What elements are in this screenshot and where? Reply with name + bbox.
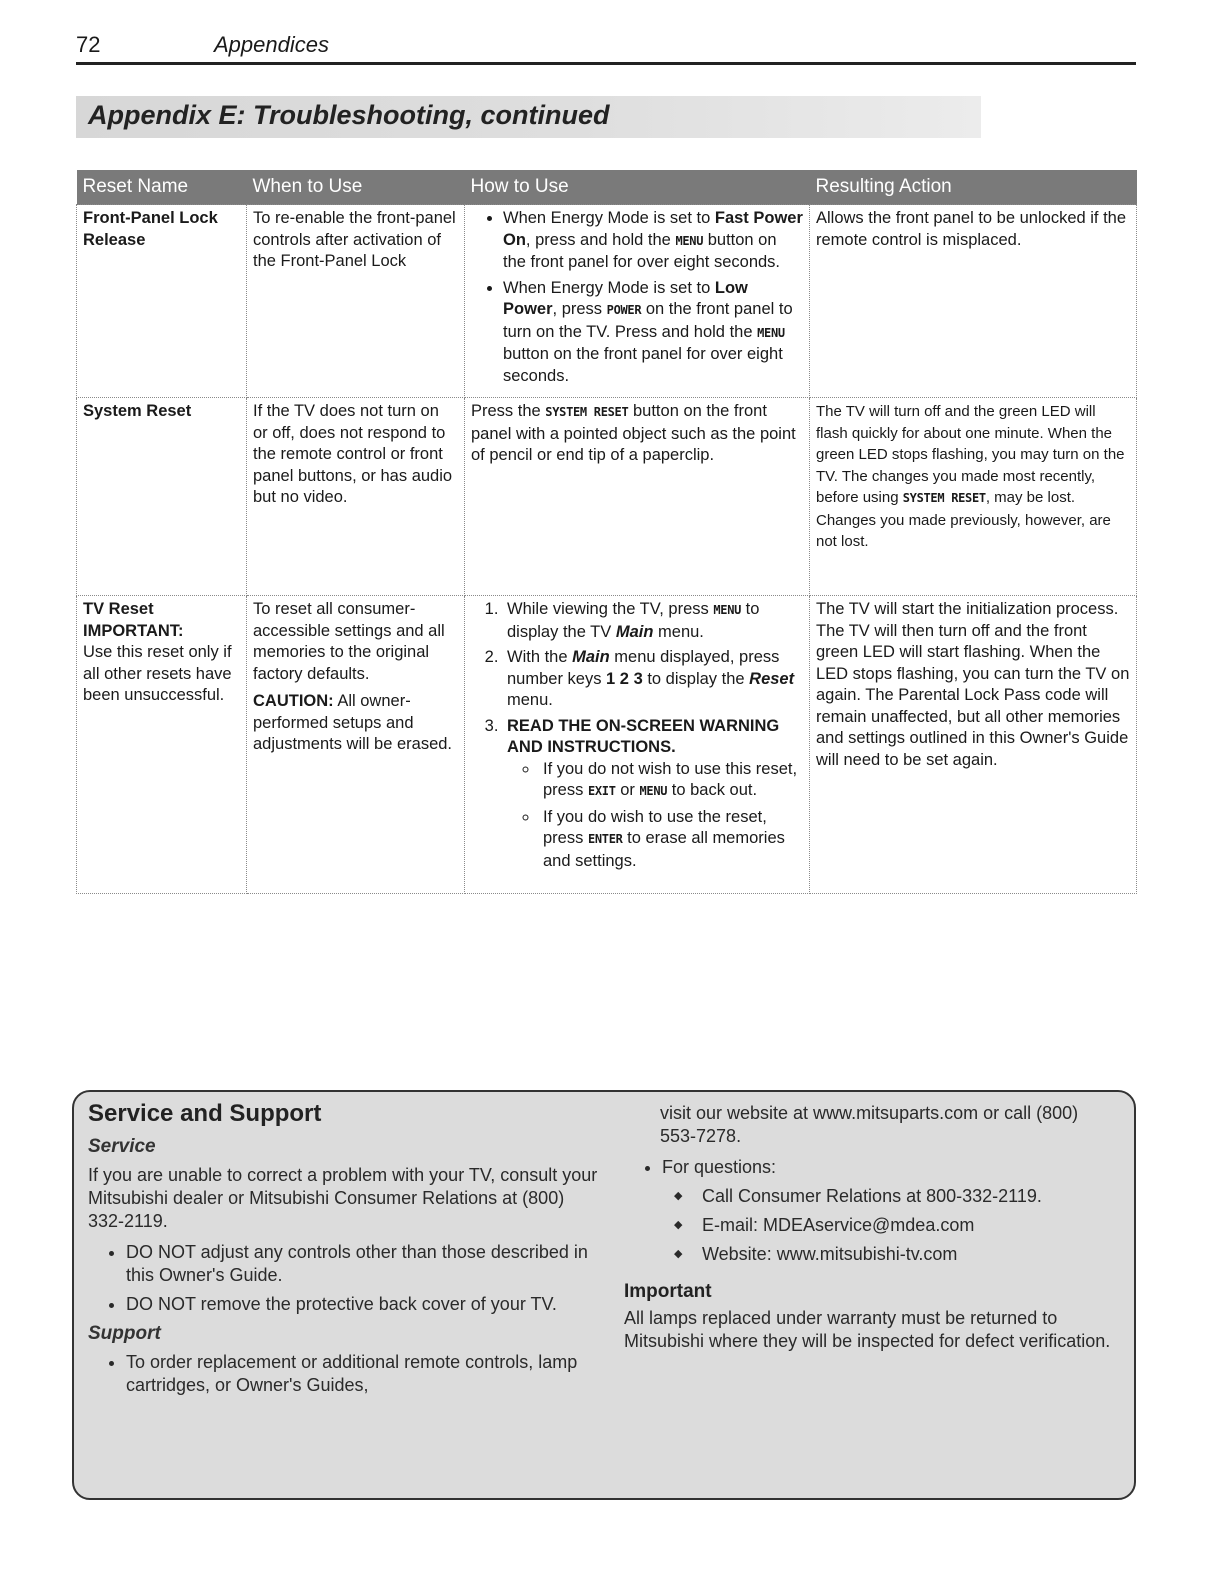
service-text: If you are unable to correct a problem with your TV, consult your Mitsubishi dealer or Mitsubishi Consumer Relations at (800) 332-2119. (88, 1165, 598, 1231)
steps-list (471, 599, 803, 872)
how-cell (465, 205, 810, 398)
list-item: 1. While viewing the TV, press MENU to display the TV Main menu. (503, 599, 803, 643)
page-header (76, 30, 1136, 65)
list-item: • When Energy Mode is set to Low Power, press POWER on the front panel to turn on the TV. Press and hold the MENU button on the front panel for over eight seconds. (503, 278, 803, 388)
list-item: • To order replacement or additional remote controls, lamp cartridges, or Owner's Guides, (126, 1351, 598, 1397)
important-text: All lamps replaced under warranty must be returned to Mitsubishi where they will be inspected for defect verification. (624, 1308, 1111, 1351)
table-row (77, 596, 1137, 894)
reset-table (76, 170, 1137, 894)
caution-note: CAUTION: All owner-performed setups and adjustments will be erased. (253, 692, 453, 753)
how-cell: Press the SYSTEM RESET button on the front panel with a pointed object such as the point of pencil or end tip of a paperclip. (465, 398, 810, 596)
list-item: • DO NOT adjust any controls other than those described in this Owner's Guide. (126, 1241, 598, 1287)
when-cell: To reset all consumer-accessible settings and all memories to the original factory defaults. CAUTION: All owner-performed setups and adjustments will be erased. (247, 596, 465, 894)
website-contact: ◆ Website: www.mitsubishi-tv.com (702, 1243, 1119, 1266)
col-header-when-to-use: When to Use (247, 170, 465, 205)
support-title: Service and Support (88, 1100, 322, 1127)
support-continued-text: visit our website at www.mitsuparts.com or call (800) 553-7278. (660, 1103, 1079, 1146)
result-cell: The TV will turn off and the green LED will flash quickly for about one minute. When the green LED stops flashing, you may turn on the TV. The changes you made most recently, before using SYSTEM RESET, may be lost. Changes you made previously, however, are not lost. (810, 398, 1137, 596)
contact-list (662, 1185, 1119, 1266)
appendix-title: Appendix E: Troubleshooting, continued (88, 100, 610, 130)
phone-contact: ◆ Call Consumer Relations at 800-332-2119. (702, 1185, 1119, 1208)
service-support-box (72, 1090, 1136, 1500)
reset-name-cell: System Reset (77, 398, 247, 596)
col-header-reset-name: Reset Name (77, 170, 247, 205)
table-row (77, 205, 1137, 398)
support-bullet-list (88, 1351, 598, 1397)
list-item: • When Energy Mode is set to Fast Power On, press and hold the MENU button on the front panel for over eight seconds. (503, 208, 803, 274)
sub-bullet-list (507, 759, 803, 873)
when-cell: To re-enable the front-panel controls after activation of the Front-Panel Lock (247, 205, 465, 398)
how-bullet-list (471, 208, 803, 387)
result-cell: The TV will start the initialization process. The TV will then turn off and the front green LED will start flashing. When the LED stops flashing, you can turn the TV on again. The Parental Lock Pass code will remain unaffected, but all other memories and settings outlined in this Owner's Guide will need to be set again. (810, 596, 1137, 894)
col-header-resulting-action: Resulting Action (810, 170, 1137, 205)
list-item: 3. READ THE ON-SCREEN WARNING AND INSTRUCTIONS. ◦ If you do not wish to use this reset, press EXIT or MENU to back out. ◦ If you do wish to use the reset, press ENTER to erase all memories and settings. (503, 716, 803, 873)
section-title: Appendices (214, 32, 329, 57)
support-heading: Support (88, 1323, 161, 1344)
questions-list (624, 1156, 1119, 1266)
table-row (77, 398, 1137, 596)
reset-name-cell (77, 596, 247, 894)
list-item: ◦ If you do wish to use the reset, press ENTER to erase all memories and settings. (539, 807, 803, 873)
list-item: • For questions: ◆ Call Consumer Relations at 800-332-2119. ◆ E-mail: MDEAservice@mdea.com ◆ Website: www.mitsubishi-tv.com (662, 1156, 1119, 1266)
support-left-column (88, 1092, 598, 1403)
service-bullet-list (88, 1241, 598, 1316)
list-item: 2. With the Main menu displayed, press number keys 1 2 3 to display the Reset menu. (503, 647, 803, 712)
support-right-column (624, 1092, 1119, 1361)
important-label: IMPORTANT: (83, 621, 184, 640)
table-header-row (77, 170, 1137, 205)
list-item: ◦ If you do not wish to use this reset, press EXIT or MENU to back out. (539, 759, 803, 803)
appendix-title-banner (76, 96, 981, 138)
service-heading: Service (88, 1136, 156, 1157)
how-cell (465, 596, 810, 894)
email-contact: ◆ E-mail: MDEAservice@mdea.com (702, 1214, 1119, 1237)
page-number: 72 (76, 32, 101, 57)
reset-name: TV Reset (83, 600, 154, 618)
result-cell: Allows the front panel to be unlocked if the remote control is misplaced. (810, 205, 1137, 398)
list-item: • DO NOT remove the protective back cover of your TV. (126, 1293, 598, 1316)
reset-name-cell: Front-Panel Lock Release (77, 205, 247, 398)
important-heading: Important (624, 1281, 712, 1302)
when-cell: If the TV does not turn on or off, does not respond to the remote control or front panel buttons, or has audio but no video. (247, 398, 465, 596)
reset-note: Use this reset only if all other resets have been unsuccessful. (83, 643, 232, 704)
col-header-how-to-use: How to Use (465, 170, 810, 205)
